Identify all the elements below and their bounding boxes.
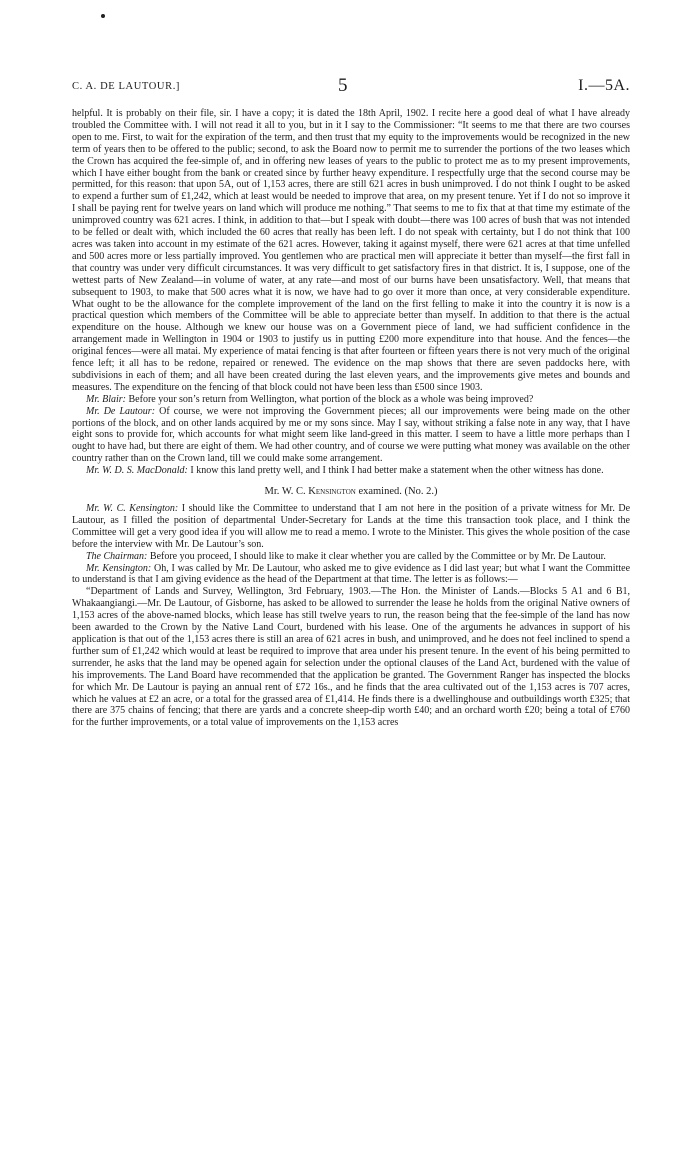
quoted-letter	[72, 586, 630, 729]
paragraph-text: “Department of Lands and Survey, Wellington, 3rd February, 1903.—The Hon. the Minister of Lands.—Blocks 5 A1 and 6 B1, Whakaangiangi.—Mr. De Lautour, of Gisborne, has asked to be allowed to surrender the lease he holds from the original Native owners of 1,153 acres of the above-named blocks, which lease has still twelve years to run, the reason being that the fee-simple of the land has now been awarded to the Crown by the Native Land Court, burdened with his lease. One of the arguments he advances in support of his application is that out of the 1,153 acres there is still an area of 621 acres in bush, and unimproved, and he does not feel inclined to spend a further sum of £1,242 which would at least be required to improve that area under his present tenure. In the event of his being permitted to surrender, he asks that the land may be opened again for selection under the optional clauses of the Land Act, burdened with the value of his improvements. The Land Board have recommended that the application be granted. The Government Ranger has inspected the blocks for which Mr. De Lautour is paying an annual rent of £72 16s., and he finds that the area cultivated out of the 1,153 acres is 707 acres, which he values at £2 an acre, or a total for the grassed area of £1,414. He finds there is a dwellinghouse and outbuildings worth £325; that there are 375 chains of fencing; that there are yards and a concrete sheep-dip worth £40; and an orchard worth £20; being a total of £760 for the further improvements, or a total value of improvements on the 1,153 acres	[72, 586, 630, 729]
paragraph	[72, 108, 630, 394]
paragraph	[72, 563, 630, 587]
running-header	[72, 77, 630, 97]
speaker: The Chairman:	[86, 550, 148, 562]
header-author: C. A. DE LAUTOUR.]	[72, 81, 181, 92]
paragraph	[72, 551, 630, 563]
page-number: 5	[338, 75, 348, 96]
paragraph-text: Of course, we were not improving the Government pieces; all our improvements were being made on the other portions of the block, and on other lands acquired by me or my sons since. May I say, without striking a false note in any way, that I have eight sons to provide for, which accounts for what might seem like land-greed in this matter. I seem to have a little more perhaps than I ought to have had, but there are eight of them. We had other country, and of course we were putting what money was available on the other country rather than on the Crown land, till we could make some arrangement.	[72, 405, 631, 465]
paragraph-text: Oh, I was called by Mr. De Lautour, who asked me to give evidence as I did last year; but what I want the Committee to understand is that I am giving evidence as the head of the Department at that time. The letter is as follows:—	[72, 562, 631, 586]
speaker: Mr. De Lautour:	[86, 405, 156, 417]
paragraph-text: Before your son’s return from Wellington, what portion of the block as a whole was being improved?	[128, 393, 534, 405]
paragraph	[72, 406, 630, 466]
speaker: Mr. Blair:	[86, 393, 126, 405]
speaker: Mr. Kensington:	[86, 562, 152, 574]
document-body	[72, 108, 630, 729]
paragraph-text: I know this land pretty well, and I think I had better make a statement when the other witness has done.	[190, 465, 604, 477]
paragraph	[72, 394, 630, 406]
paragraph	[72, 503, 630, 551]
paragraph	[72, 465, 630, 477]
paragraph-text: Before you proceed, I should like to make it clear whether you are called by the Committee or by Mr. De Lautour.	[149, 550, 606, 562]
paragraph-text: I should like the Committee to understand that I am not here in the position of a private witness for Mr. De Lautour, as I filled the position of departmental Under-Secretary for Lands at the time this transaction took place, and I think the Committee will get a very good idea if you will allow me to read a memo. I wrote to the Minister. This gives the whole position of the case before the interview with Mr. De Lautour’s son.	[72, 503, 631, 550]
section-heading: Mr. W. C. Kensington examined. (No. 2.)	[264, 486, 438, 498]
document-reference: I.—5A.	[578, 77, 630, 94]
speaker: Mr. W. D. S. MacDonald:	[86, 465, 188, 477]
ink-speck	[101, 14, 105, 18]
speaker: Mr. W. C. Kensington:	[86, 503, 179, 514]
paragraph-text: helpful. It is probably on their file, sir. I have a copy; it is dated the 18th April, 1902. I recite here a good deal of what I have already troubled the Committee with. I will not read it all to you, but in it I say to the Commissioner: “It seems to me that there are two courses open to me. First, to wait for the expiration of the term, and then trust that my equity to the improvements would be recognized in the new term of years then to be offered to the public; second, to ask the Board now to permit me to surrender the portions of the two leases which the Crown has acquired the fee-simple of, and in offering new leases of years to the public to protect me as to my present improvements, which I have either bought from the bank or created since by further heavy expenditure. I respectfully urge that the second course may be permitted, for this reason: that upon 5A, out of 1,153 acres, there are still 621 acres in bush unimproved. I do not think I ought to be asked to expend a further sum of £1,242, which at least would be needed to improve that area, on my present tenure. Yet if I do not so improve it I shall be paying rent for twelve years on land which will produce me nothing.” That seems to me to fix that at that time my estimate of the unimproved country was 621 acres. I think, in addition to that—but I speak with doubt—there was 100 acres of bush that was not intended to be felled or dealt with, which included the 60 acres that really has been left. I do not speak with certainty, but I do not think that 100 acres was taken into account in my estimate of the 621 acres. However, taking it against myself, there were 621 acres at that time unfelled and 500 acres more or less partially improved. You gentlemen who are practical men will appreciate it better than myself—the first fall in that country was under very difficult circumstances. It was very difficult to get satisfactory fires in that district. It is, I suppose, one of the wettest parts of New Zealand—in volume of water, at any rate—and most of our burns have been unsatisfactory. Well, that means that subsequent to 1903, to make that 500 acres what it is now, we have had to go over it more than once, at very considerable expenditure. What ought to be the allowance for the complete improvement of the land on the first felling to make it into the country it is now is a practical question which members of the Committee will be able to appreciate better than myself. In addition to that there is the actual expenditure on the house. Although we knew our house was on a Government piece of land, we had sufficient confidence in the arrangement made in Wellington in 1904 or 1903 to justify us in putting £200 more expenditure into that house. And the fences—the original fences—were all matai. My experience of matai fencing is that after fourteen or fifteen years there is not very much of the original fence left; it all has to be redone, repaired or renewed. The evidence on the map shows that there are seven paddocks here, with subdivisions in each of them; and all have been created during the last eleven years, and the improvements give metes and bounds and measures. The expenditure on the fencing of that block could not have been less than £500 since 1903.	[72, 108, 630, 393]
